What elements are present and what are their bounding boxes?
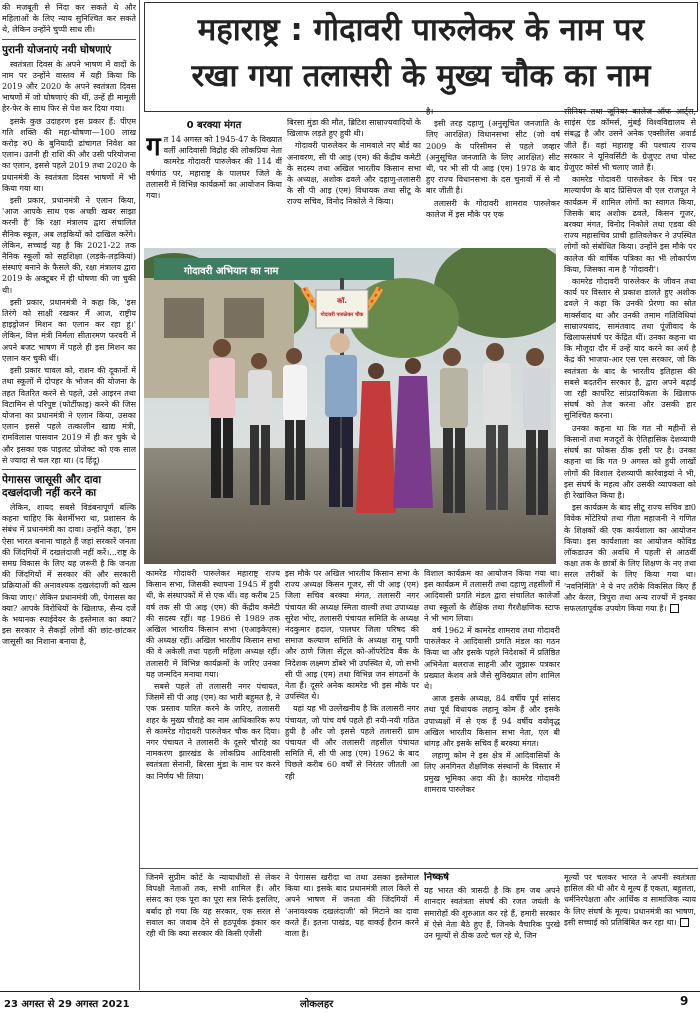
footer-rule	[0, 991, 700, 992]
article-paragraph: बिरसा मुंडा की मौत, ब्रिटिश साम्राज्यवादियों के खिलाफ लड़ते हुए हुयी थी।	[287, 118, 421, 139]
section-divider	[2, 39, 136, 40]
photo-illustration	[144, 248, 556, 564]
article-paragraph: है।	[426, 107, 434, 116]
left-heading-2: पेगासस जासूसी और दावा दखलंदाजी नहीं करने का	[2, 473, 102, 499]
bottom-col-1	[146, 872, 280, 990]
placard-text-2: गोदावरी पारुळेकर चौक	[320, 312, 364, 318]
byline: 0 बरक्या मंगत	[186, 120, 242, 131]
signboard-text: गोदावरी अभियान का नाम	[184, 266, 279, 277]
headline-line-1: महाराष्ट्र : गोदावरी पारुलेकर के नाम पर	[197, 12, 645, 48]
article-paragraph: वर्ष 1962 में कामरेड शामराव तथा गोदावरी पारुलेकर ने आदिवासी प्रगति मंडल का गठन किया था और इसके पहले निदेशकों में प्रतिष्ठित अभिनेता बलराज साहनी और जुझारू पत्रकार प्रख्यात केशव अत्रे जैसे सुविख्यात लोग शामिल थे।	[424, 626, 560, 692]
page-number: 9	[680, 994, 689, 1008]
left-paragraph: स्वतंत्रता दिवस के अपने भाषण में वादों के नाम पर उन्होंने वास्तव में यही किया कि 2019 और 2020 के अपने स्वतंत्रता दिवस भाषणों में जो घोषणाएं की थीं, उन्हें ही मामूली हेर-फेर के साथ फिर से पेश कर दिया गया।	[2, 59, 136, 114]
bottom-paragraph: जिनमें सुप्रीम कोर्ट के न्यायाधीशों से लेकर विपक्षी नेताओं तक, सभी शामिल हैं। और संसद का एक पूरा का पूरा सत्र सिर्फ इसलिए, बर्बाद हो गया कि यह सरकार, एक सरल से सवाल का जवाब देने से हठपूर्वक इंकार कर रही थी कि क्या सरकार की किसी एजेंसी	[146, 873, 280, 939]
event-photo	[144, 248, 556, 564]
article-paragraph: विशाल कार्यक्रम का आयोजन किया गया था। इस कार्यक्रम में तलासरी तथा दहाणु तहसीलों में आदिवासी प्रगति मंडल द्वारा संचालित कालेजों तथा स्कूलों के शैक्षिक तथा गैरशैक्षणिक स्टाफ ने भी भाग लिया।	[424, 569, 560, 623]
headline-box	[144, 2, 698, 112]
article-paragraph: इसी तरह दहाणु (अनुसूचित जनजाति के लिए आरक्षित) विधानसभा सीट (जो वर्ष 2009 के परिसीमन से पहले जव्हार (अनुसूचित जनजाति के लिए आरक्षित) सीट थी, पर भी सी पी आइ (एम) 1978 के बाद हुए राज्य विधानसभा के दस चुनावों में से नौ बार जीती है।	[426, 119, 560, 196]
article-paragraph: उनका कहना था कि गत नौ महीनों से किसानों तथा मजदूरों के ऐतिहासिक देशव्यापी संघर्ष का फोकस ठीक इसी पर है। उनका कहना था कि गत 9 अगस्त को हुयी लाखों लोगों की विशाल देशव्यापी कार्रवाइयां ने भी, इस संघर्ष के महत्व और उसकी व्यापकता को ही रेखांकित किया है।	[564, 423, 696, 500]
conclusion-heading: निष्कर्ष	[424, 872, 449, 883]
article-paragraph: त 14 अगस्त को 1945-47 के विख्यात वर्ली आदिवासी विद्रोह की लोकप्रिया नेता कामरेड गोदावरी पारुलेकर की 114 वीं वर्षगांठ पर, महाराष्ट्र के पालघर जिले के तलासरी में विभिन्न कार्यक्रमों का आयोजन किया गया।	[146, 135, 282, 201]
bottom-paragraph: मूल्यों पर चलकर भारत ने अपनी स्वतंत्रता हासिल की थी और ये मूल्य हैं एकता, बहुलता, धर्मनिरपेक्षता और आर्थिक व सामाजिक न्याय के लिए संघर्ष के मूल्य। प्रधानमंत्री का भाषण, इसी सच्चाई को प्रतिबिंबित कर रहा था।	[564, 873, 696, 927]
article-paragraph: सीनियर तथा जूनियर कालेज ऑफ आर्ट्स, साइंस एंड कॉमर्स, मुंबई विश्वविद्यालय से संबद्ध है और उसने अनेक एक्सीलेंस अवार्ड जीते हैं। वहां महाराष्ट्र की पश्चात्य राज्य सरकार ने यूनिवर्सिटी के ग्रेजुएट तथा पोस्ट ग्रेजुएट कोर्स भी चलाए जाते हैं।	[564, 107, 696, 173]
article-paragraph: तलासरी के गोदावरी शामराव पारुलेकर कालेज में इस मौके पर एक	[426, 198, 560, 219]
dropcap: ग	[146, 134, 161, 162]
headline-line-2: रखा गया तलासरी के मुख्य चौक का नाम	[191, 58, 651, 94]
bottom-col-4	[564, 872, 696, 990]
article-paragraph-text: इस कार्यक्रम के बाद सीटू राज्य सचिव डा0 विवेक मोंटेरियो तथा गीता महाजनी ने गणित के शिक्षकों की एक कार्यशाला का आयोजन किया। इस कार्यशाला का आयोजन कोविड लॉकडाउन की अवधि में पहली से आठवीं कक्षा तक के छात्रों के लिए शिक्षण के नए तथा सरल तरीकों के लिए किया गया था। 'नवनिर्मिति' ने ये नए तरीके विकसित किए हैं और केरल, त्रिपुरा तथा अन्य राज्यों में इनका सफलतापूर्वक उपयोग किया गया है।	[564, 503, 696, 613]
footer-date: 23 अगस्त से 29 अगस्त 2021	[4, 999, 130, 1010]
article-paragraph: कामरेड गोदावरी पारुलेकर के चित्र पर माल्यार्पण के बाद प्रिंसिपल वी एल राजपूत ने कार्यक्रम में शामिल लोगों का स्वागत किया, जिसके बाद अशोक ढवले, किसन गूजर, बरक्या मंगत, विनोद निकोले तथा एडवा की राज्य महासचिव प्राची हातिवलेकर ने उपस्थित लोगों को संबोधित किया। उन्होंने इस मौके पर कालेज की वार्षिक पत्रिका का भी लोकार्पण किया, जिसका नाम है 'गोदावरी'।	[564, 175, 696, 274]
column-rule	[139, 0, 140, 990]
article-paragraph: कामरेड गोदावरी पारुलेकर महाराष्ट्र राज्य किसान सभा, जिसकी स्थापना 1945 में हुयी थी, के संस्थापकों में से एक थीं। वह करीब 25 वर्ष तक सी पी आइ (एम) की केंद्रीय कमेटी की सदस्य रहीं। वह 1986 से 1989 तक अखिल भारतीय किसान सभा (एआइकेएस) की अध्यक्ष रहीं। अखिल भारतीय किसान सभा की वे अकेली तथा पहली महिला अध्यक्ष रहीं। तलासरी में विभिन्न कार्यक्रमों के जरिए उनका यह जन्मदिन मनाया गया।	[146, 569, 280, 679]
article-paragraph: गोदावरी पारुलेकर के नामवाले नए बोर्ड का अनावरण, सी पी आइ (एम) की केंद्रीय कमेटी के सदस्य तथा अखिल भारतीय किसान सभा के अध्यक्ष, अशोक ढवले और दहाणु-तलासरी के सी पी आइ (एम) विधायक तथा सीटू के राज्य सचिव, विनोद निकोले ने किया।	[287, 141, 421, 207]
footer-publication: लोकलहर	[300, 999, 334, 1010]
bottom-paragraph: यह भारत की त्रासदी है कि हम जब अपने शानदार स्वतंत्रता संघर्ष की रजत जयंती के समारोहों की शुरुआत कर रहे हैं, हमारी सरकार में ऐसे नेता बैठे हुए हैं, जिनके वैचारिक पुरखे उन मूल्यों से ठीक उल्टे चल रहे थे, जिन	[424, 886, 560, 941]
headline	[145, 7, 697, 99]
placard	[316, 290, 368, 328]
bottom-paragraph: ने पेगासस खरीदा था तथा उसका इस्तेमाल किया था। इसके बाद प्रधानमंत्री लाल किले से अपने भाषण में जनता की जिंदगियों में 'अनावश्यक दखलंदाजी' को मिटाने का दावा करते हैं। इतना पाखंड, यह वाकई हैरान करने वाला है।	[285, 873, 419, 939]
article-col-3	[426, 106, 560, 246]
article-col-a	[146, 568, 280, 864]
left-paragraph: इसी प्रकार, प्रधानमंत्री ने एलान किया, 'आज आपके साथ एक अच्छी खबर साझा करनी है' कि रक्षा मंत्रालय द्वारा संचालित सैनिक स्कूल, अब लड़कियों को दाखिल करेंगे। लेकिन, सच्चाई यह है कि 2021-22 तक नैनिक स्कूलों को सहशिक्षा (लड़के-लड़कियां) संस्थाएं बनाने के फैसले की, रक्षा मंत्रालय द्वारा 2019 के अक्टूबर में ही घोषणा की जा चुकी थी।	[2, 196, 136, 295]
article-col-1	[146, 134, 282, 246]
end-mark-icon	[680, 918, 689, 927]
article-paragraph: लहाणु कोम ने इस क्षेत्र में आदिवासियों के लिए अनगिनत शैक्षणिक संस्थानों के विस्तार में प्रमुख भूमिका अदा की है। कामरेड गोदावरी शामराव पारुलेकर	[424, 751, 560, 794]
left-paragraph: लेकिन, शायद सबसे विडंबनापूर्ण बल्कि कहना चाहिए कि बेशर्मीभरा था, प्रशासन के संबंध में प्रधानमंत्री का दावा। उन्होंने कहा, 'हम ऐसा भारत बनाना चाहते हैं जहां सरकारें जनता की जिंदगियों में दखलंदाजी नहीं करें।...राष्ट्र के समग्र विकास के लिए यह जरूरी है कि जनता की जिंदगियों में सरकार की और सरकारी प्रक्रियाओं की अनावश्यक दखलंदाजी को खत्म किया जाए।' लेकिन प्रधानमंत्री जी, पेगासस का क्या? आपके विरोधियों के खिलाफ, सैन्य दर्जे के भयानक स्पाईवेयर के इस्तेमाल का क्या? इस सरकार ने सैकड़ों लोगों की छांट-छांटकर जासूसी का निशाना बनाया है,	[2, 502, 136, 647]
article-paragraph: सबसे पहले तो तलासरी नगर पंचायत, जिसमें सी पी आइ (एम) का भारी बहुमत है, ने एक प्रस्ताव पारित करने के जरिए, तलासरी शहर के मुख्य चौराहे का नाम आधिकारिक रूप से कामरेड गोदावरी पारुलेकर चौक कर दिया। नगर पंचायत ने तलासरी के दूसरे चौराहे का नामकरण झारखंड के लोकप्रिय आदिवासी स्वतंत्रता सेनानी, बिरसा मुंडा के नाम पर करने का निर्णय भी लिया।	[146, 682, 280, 781]
left-paragraph: इसी प्रकार चावल को, राशन की दूकानों में तथा स्कूलों में दोपहर के भोजन की योजना के तहत वितरित करने से पहले, उसे आइरन तथा विटामिन से परिपुष्ट (फोर्टीफाइ) करने की जिस योजना का प्रधानमंत्री ने एलान किया, उसका एलान इससे पहले तत्कालीन खाद्य मंत्री, रामविलास पासवान 2019 में ही कर चुके थे और इसका एक पाइलट प्रोजेक्ट को एक साल से ज्यादा से चल रहा था। (द हिंदू)	[2, 366, 136, 465]
end-mark-icon	[670, 604, 679, 613]
left-paragraph: इसके कुछ उदाहरण इस प्रकार हैं: पीएम गति शक्ति की महा-घोषणा—100 लाख करोड़ रु0 के बुनियादी ढांचागत निवेश का एलान। उतनी ही राशि की और उसी परियोजना का एलान, इससे पहले 2019 तथा 2020 के प्रधानमंत्री के स्वतंत्रता दिवस भाषणों में भी किया गया था।	[2, 116, 136, 193]
article-col-b	[285, 568, 419, 864]
bottom-col-2	[285, 872, 419, 990]
article-paragraph: यहां यह भी उल्लेखनीय है कि तलासरी नगर पंचायत, जो पांच वर्ष पहले ही नयी-नयी गठित हुयी है और जो इससे पहले तलासरी ग्राम पंचायत थी और तलासरी तहसील पंचायत समिति में, सी पी आइ (एम) 1962 के बाद पिछले करीब 60 वर्षों से निरंतर जीतती आ रही	[285, 704, 419, 781]
left-heading-1: पुरानी योजनाएं नयी घोषणाएं	[2, 43, 112, 56]
section-divider	[2, 469, 136, 470]
article-col-2	[287, 117, 421, 246]
left-paragraph: इसी प्रकार, प्रधानमंत्री ने कहा कि, 'इस तिरंगे को साक्षी रखकर मैं आज, राष्ट्रीय हाइड्रोजन मिशन का एलान कर रहा हूं।' लेकिन, वित्त मंत्री निर्मला सीतारमण फरवरी में अपने बजट भाषण में पहले ही इस मिशन का एलान कर चुकी थीं।	[2, 297, 136, 363]
article-col-4	[564, 106, 696, 866]
article-bottom-rule	[140, 868, 698, 869]
placard-text-1: कॉ.	[337, 297, 347, 305]
article-col-c	[424, 568, 560, 864]
left-intro: की मजबूती से निंदा कर सकते थे और महिलाओं के लिए न्याय सुनिश्चित कर सकते थे, लेकिन उन्होंने चुप्पी साध ली।	[2, 3, 136, 35]
bottom-col-3	[424, 872, 560, 990]
left-article-column	[2, 2, 136, 992]
article-paragraph: इस मौके पर अखिल भारतीय किसान सभा के राज्य अध्यक्ष किसन गूजर, सी पी आइ (एम) जिला सचिव बरक्या मंगत, तलासरी नगर पंचायत की अध्यक्ष स्मिता वाल्वी तथा उपाध्यक्ष सुरेश भोए, तलासरी पंचायत समिति के अध्यक्ष नंदकुमार हदाल, पालघर जिला परिषद की समाज कल्याण समिति के अध्यक्ष रामू पागी और ठाणे जिला सेंट्रल को-ऑपरेटिव बैंक के निदेशक लक्ष्मण डोंबरे भी उपस्थित थे, जो सभी सी पी आइ (एम) तथा विभिन्न जन संगठनों के नेता हैं। दूसरे अनेक कामरेड भी इस मौके पर उपस्थित थे।	[285, 569, 419, 702]
article-paragraph	[564, 502, 696, 614]
article-paragraph: आज इसके अध्यक्ष, 84 वर्षीय पूर्व सांसद तथा पूर्व विधायक लहानू कोम हैं और इसके उपाध्यक्षों में से एक हैं 94 वर्षीय वयोवृद्ध अखिल भारतीय किसान सभा नेता, एल बी धांगड़ और इसके सचिव हैं बरक्या मंगत।	[424, 694, 560, 749]
article-paragraph: कामरेड गोदावरी पारुलेकर के जीवन तथा कार्य पर विस्तार से प्रकाश डालते हुए अशोक ढवले ने कहा कि उनकी प्रेरणा का स्रोत मार्क्सवाद था और उनकी तमाम गतिविधियां साम्राज्यवाद, सामंतवाद तथा पूंजीवाद के खिलाफसंघर्ष पर केंद्रित थीं। उनका कहना था कि मौजूदा दौर में उन्हें याद करने का अर्थ है केंद्र की भाजपा-आर एस एस सरकार, जो कि स्वतंत्रता के बाद के भारतीय इतिहास की सबसे बदतरीन सरकार है, द्वारा अपने बढ़ाई जा रही कार्पोरेट सांप्रदायिकता के खिलाफ संघर्ष को तेज करना और उसकी हार सुनिश्चित करना।	[564, 277, 696, 421]
